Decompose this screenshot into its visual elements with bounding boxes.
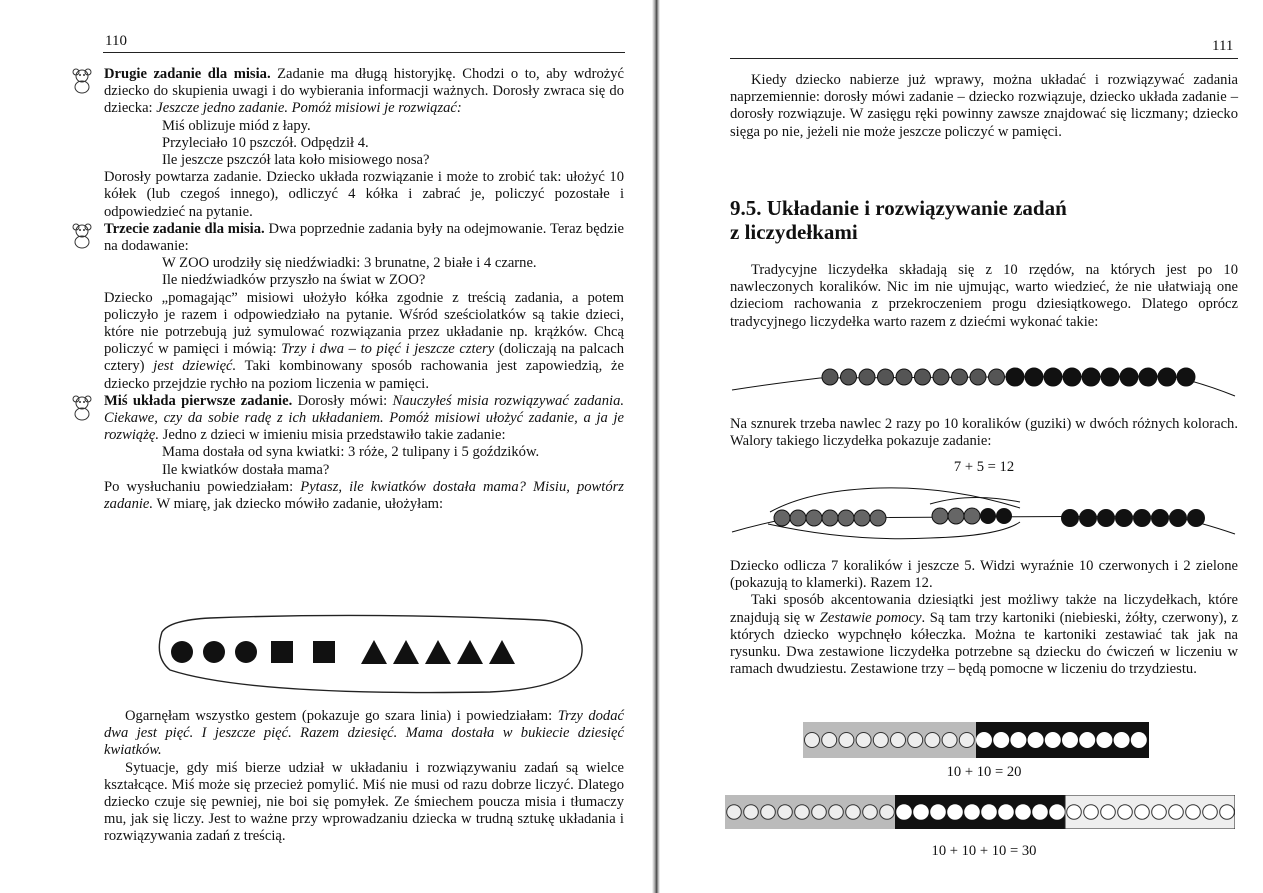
task4-paragraph <box>104 393 624 445</box>
abacus-hole <box>873 733 888 748</box>
task2-title: Drugie zadanie dla misia. <box>104 66 271 82</box>
abacus-hole <box>805 733 820 748</box>
abacus-hole <box>908 733 923 748</box>
abacus-hole <box>965 805 980 820</box>
section-title-line-2: z liczydełkami <box>730 220 858 244</box>
header-rule <box>730 58 1238 59</box>
bead-patterned <box>806 510 822 526</box>
abacus-hole <box>1097 733 1112 748</box>
task4-after-1: Po wysłuchaniu powiedziałam: <box>104 478 301 495</box>
abacus-hole <box>1152 805 1167 820</box>
bead-dark <box>1187 509 1205 527</box>
abacus-hole <box>1203 805 1218 820</box>
triangle-shape <box>489 640 515 664</box>
abacus-hole <box>1135 805 1150 820</box>
task3-after <box>104 290 624 393</box>
task4-story-2: Ile kwiatków dostała mama? <box>162 461 330 478</box>
bead-patterned <box>841 369 857 385</box>
square-shape <box>313 641 335 663</box>
abacus-hole <box>1131 733 1146 748</box>
bead-patterned <box>948 508 964 524</box>
abacus-hole <box>1050 805 1065 820</box>
teddy-bear-icon <box>72 395 92 421</box>
bead-patterned <box>932 508 948 524</box>
abacus-hole <box>1220 805 1235 820</box>
task3-story-2: Ile niedźwiadków przyszło na świat w ZOO? <box>162 272 426 289</box>
abacus-hole <box>822 733 837 748</box>
square-shape <box>271 641 293 663</box>
bead-patterned <box>774 510 790 526</box>
bracket-bottom <box>768 522 1020 539</box>
abacus-hole <box>925 733 940 748</box>
abacus-hole <box>977 733 992 748</box>
para3: Na sznurek trzeba nawlec 2 razy po 10 koralików (guziki) w dwóch różnych kolorach. Walory takiego liczydełka pokazuje zadanie: <box>730 416 1238 450</box>
task3-after-1: Dziecko „pomagając” misiowi ułożyło kółka zgodnie z treścią zadania, a potem policzyło je razem i odpowiedziało na pytanie. Wśród sześciolatków są takie dzieci, które nie potrzebują już symulować rozwiązania przez układanie np. krążków. Chcą policzyć w pamięci i mówią: <box>104 289 624 358</box>
abacus-hole <box>897 805 912 820</box>
teddy-bear-icon <box>72 68 92 94</box>
task2-paragraph <box>104 66 624 118</box>
task2-intro-italic: Jeszcze jedno zadanie. Pomóż misiowi je rozwiązać: <box>156 100 462 117</box>
bead-patterned <box>952 369 968 385</box>
abacus-hole <box>1067 805 1082 820</box>
equation-30: 10 + 10 + 10 = 30 <box>931 843 1037 859</box>
abacus-hole <box>1084 805 1099 820</box>
bead-dark <box>1139 368 1157 386</box>
bead-dark <box>1177 368 1195 386</box>
abacus-hole <box>846 805 861 820</box>
right-para2 <box>730 262 1238 331</box>
circle-shape <box>203 641 225 663</box>
task4-intro-2: Jedno z dzieci w imieniu misia przedstawiło takie zadanie: <box>159 427 506 444</box>
closing-1: Ogarnęłam wszystko gestem (pokazuje go szara linia) i powiedziałam: <box>125 708 558 724</box>
page-number: 110 <box>105 33 127 49</box>
abacus-hole <box>795 805 810 820</box>
circle-shape <box>235 641 257 663</box>
abacus-hole <box>942 733 957 748</box>
closing-italic: Trzy dodać dwa jest pięć. I jeszcze pięć. Razem dziesięć. Mama dostała w bukiecie dziesięć kwiatków. <box>104 708 624 759</box>
abacus-hole <box>914 805 929 820</box>
task3-after-2: (doliczają na palcach cztery) <box>104 341 624 375</box>
bead-patterned <box>854 510 870 526</box>
abacus-hole <box>1186 805 1201 820</box>
abacus-hole <box>880 805 895 820</box>
bead-patterned <box>870 510 886 526</box>
task3-story-1: W ZOO urodziły się niedźwiadki: 3 brunatne, 2 białe i 4 czarne. <box>162 255 537 272</box>
equation-20: 10 + 10 = 20 <box>946 764 1022 780</box>
abacus-card-20 <box>803 722 1149 758</box>
bead-dark <box>1133 509 1151 527</box>
task3-intro: Dwa poprzednie zadania były na odejmowanie. Teraz będzie na dodawanie: <box>104 220 625 255</box>
task3-paragraph <box>104 221 624 255</box>
right-para1 <box>730 72 1238 141</box>
page-number: 111 <box>1212 38 1234 54</box>
bead-dark <box>1151 509 1169 527</box>
para2: Tradycyjne liczydełka składają się z 10 rzędów, na których jest po 10 nawleczonych koralików. Nic im nie ujmując, warto wiedzieć, że nie ułatwiają one dzieciom rachowania z przekroczeniem progu dziesiątkowego. Dlatego oprócz tradycyjnego liczydełka warto razem z dziećmi wykonać takie: <box>730 262 1238 330</box>
abacus-card-30 <box>725 795 1235 829</box>
abacus-hole <box>1169 805 1184 820</box>
abacus-hole <box>1080 733 1095 748</box>
bead-dark <box>1079 509 1097 527</box>
bead-dark <box>980 508 996 524</box>
bead-dark <box>996 508 1012 524</box>
beads-row-1 <box>822 368 1195 386</box>
abacus-hole <box>1114 733 1129 748</box>
bead-patterned <box>859 369 875 385</box>
task4-after-italic: Pytasz, ile kwiatków dostała mama? Misiu, powtórz zadanie. <box>104 478 624 513</box>
right-page <box>655 0 1263 893</box>
abacus-hole <box>829 805 844 820</box>
triangle-shape <box>361 640 387 664</box>
bead-dark <box>1120 368 1138 386</box>
abacus-hole <box>931 805 946 820</box>
abacus-hole <box>744 805 759 820</box>
task4-title: Miś układa pierwsze zadanie. <box>104 392 293 409</box>
right-para3 <box>730 416 1238 450</box>
task3-title: Trzecie zadanie dla misia. <box>104 220 265 237</box>
bead-patterned <box>933 369 949 385</box>
right-para4 <box>730 558 1238 678</box>
abacus-hole <box>1118 805 1133 820</box>
bead-dark <box>1101 368 1119 386</box>
abacus-hole <box>727 805 742 820</box>
bead-dark <box>1061 509 1079 527</box>
abacus-hole <box>1101 805 1116 820</box>
bead-patterned <box>989 369 1005 385</box>
abacus-hole <box>994 733 1009 748</box>
task2-story-2: Przyleciało 10 pszczół. Odpędził 4. <box>162 134 369 151</box>
bead-dark <box>1169 509 1187 527</box>
bead-dark <box>1082 368 1100 386</box>
abacus-hole <box>1045 733 1060 748</box>
abacus-hole <box>761 805 776 820</box>
task4-after <box>104 479 624 513</box>
task4-intro: Dorosły mówi: <box>292 392 393 409</box>
task3-after-italic-2: jest dziewięć. <box>153 358 237 375</box>
section-title-line-1: 9.5. Układanie i rozwiązywanie zadań <box>730 196 1067 220</box>
abacus-hole <box>1033 805 1048 820</box>
task4-intro-italic: Nauczyłeś misia rozwiązywać zadania. Ciekawe, czy da sobie radę z ich układaniem. Pomóż misiowi ułożyć zadanie, a ja je rozwiążę. <box>104 392 625 444</box>
header-rule <box>103 52 625 53</box>
para5-italic: Zestawie pomocy <box>819 609 922 626</box>
abacus-hole <box>982 805 997 820</box>
bead-string-20 <box>730 362 1238 402</box>
left-closing <box>104 708 624 846</box>
teddy-bear-icon <box>72 223 92 249</box>
abacus-hole <box>1016 805 1031 820</box>
bead-patterned <box>915 369 931 385</box>
abacus-hole <box>948 805 963 820</box>
abacus-hole <box>856 733 871 748</box>
shapes-illustration <box>150 612 590 696</box>
bracket-small <box>930 497 1020 504</box>
left-body <box>104 66 624 513</box>
bead-patterned <box>790 510 806 526</box>
bead-patterned <box>822 510 838 526</box>
triangle-shape <box>425 640 451 664</box>
task2-after: Dorosły powtarza zadanie. Dziecko układa rozwiązanie i może to zrobić tak: ułożyć 10 kółek (lub czegoś innego), odliczyć 4 kółka i zabrać je, policzyć pozostałe i odpowiedzieć na pytanie. <box>104 169 624 220</box>
section-title <box>730 196 1067 244</box>
abacus-hole <box>1011 733 1026 748</box>
equation-7-5: 7 + 5 = 12 <box>953 459 1015 475</box>
para5-a: Taki sposób akcentowania dziesiątki jest możliwy także na liczydełkach, które znajdują się w <box>730 592 1238 626</box>
bead-patterned <box>822 369 838 385</box>
abacus-hole <box>778 805 793 820</box>
bead-patterned <box>964 508 980 524</box>
para5 <box>730 592 1238 678</box>
bead-dark <box>1097 509 1115 527</box>
abacus-hole <box>999 805 1014 820</box>
bead-patterned <box>878 369 894 385</box>
bead-patterned <box>838 510 854 526</box>
abacus-hole <box>1063 733 1078 748</box>
task2-story-1: Miś oblizuje miód z łapy. <box>162 117 311 134</box>
abacus-hole <box>891 733 906 748</box>
bead-dark <box>1115 509 1133 527</box>
para4: Dziecko odlicza 7 koralików i jeszcze 5. Widzi wyraźnie 10 czerwonych i 2 zielone (pokazują to klamerki). Razem 12. <box>730 558 1238 592</box>
closing-paragraph-2: Sytuacje, gdy miś bierze udział w układaniu i rozwiązywaniu zadań są wielce kształcące. Miś może się przecież pomylić. Miś nie musi od razu dobrze liczyć. Dlatego dziecko czuje się pewniej, nie boi się pomyłek. Ze śmiechem poucza misia i tłumaczy mu, jak się liczy. Jest to ważne przy wprowadzaniu dziecka w trudną sztukę układania i rozwiązywania zadań z treścią. <box>104 759 624 845</box>
bracket-top <box>770 488 1020 512</box>
task3-after-italic-1: Trzy i dwa – to pięć i jeszcze cztery <box>281 341 495 358</box>
triangle-shape <box>393 640 419 664</box>
bead-string-brackets <box>730 480 1238 552</box>
bead-patterned <box>970 369 986 385</box>
task4-story-1: Mama dostała od syna kwiatki: 3 róże, 2 tulipany i 5 goździków. <box>162 444 540 461</box>
bead-dark <box>1006 368 1024 386</box>
bead-dark <box>1044 368 1062 386</box>
abacus-hole <box>1028 733 1043 748</box>
bead-dark <box>1063 368 1081 386</box>
triangle-shape <box>457 640 483 664</box>
task2-story-3: Ile jeszcze pszczół lata koło misiowego nosa? <box>162 152 430 169</box>
para1: Kiedy dziecko nabierze już wprawy, można układać i rozwiązywać zadania naprzemiennie: dorosły mówi zadanie – dziecko rozwiązuje, dziecko układa zadanie – dorosły rozwiązuje. W zasięgu ręki powinny zawsze znajdować się liczmany; dziecko sięga po nie, jeżeli nie może jeszcze policzyć w pamięci. <box>730 72 1238 140</box>
circle-shape <box>171 641 193 663</box>
task4-after-2: W miarę, jak dziecko mówiło zadanie, ułożyłam: <box>153 496 444 513</box>
abacus-hole <box>863 805 878 820</box>
bead-dark <box>1158 368 1176 386</box>
bead-dark <box>1025 368 1043 386</box>
beads-row-2 <box>774 508 1205 527</box>
task3-after-3: Taki kombinowany sposób rachowania jest zapowiedzią, że dziecko przejdzie rychło na poziom liczenia w pamięci. <box>104 358 624 392</box>
bead-patterned <box>896 369 912 385</box>
closing-paragraph-1 <box>104 708 624 760</box>
task2-intro: Zadanie ma długą historyjkę. Chodzi o to, aby wdrożyć dziecko do skupienia uwagi i do wybierania informacji ważnych. Dorosły zwraca się do dziecka: <box>104 66 624 117</box>
abacus-hole <box>959 733 974 748</box>
abacus-hole <box>839 733 854 748</box>
shape-row <box>171 640 515 664</box>
abacus-hole <box>812 805 827 820</box>
para5-b: . Są tam trzy kartoniki (niebieski, żółty, czerwony), z których dziecko wypchnęło kółeczka. Można te kartoniki zestawiać tak jak na rysunku. Dwa zestawione liczydełka potrzebne są dziecku do ćwiczeń w liczeniu w ramach dwudziestu. Zestawione trzy – będą pomocne w liczeniu do trzydziestu. <box>730 609 1238 678</box>
